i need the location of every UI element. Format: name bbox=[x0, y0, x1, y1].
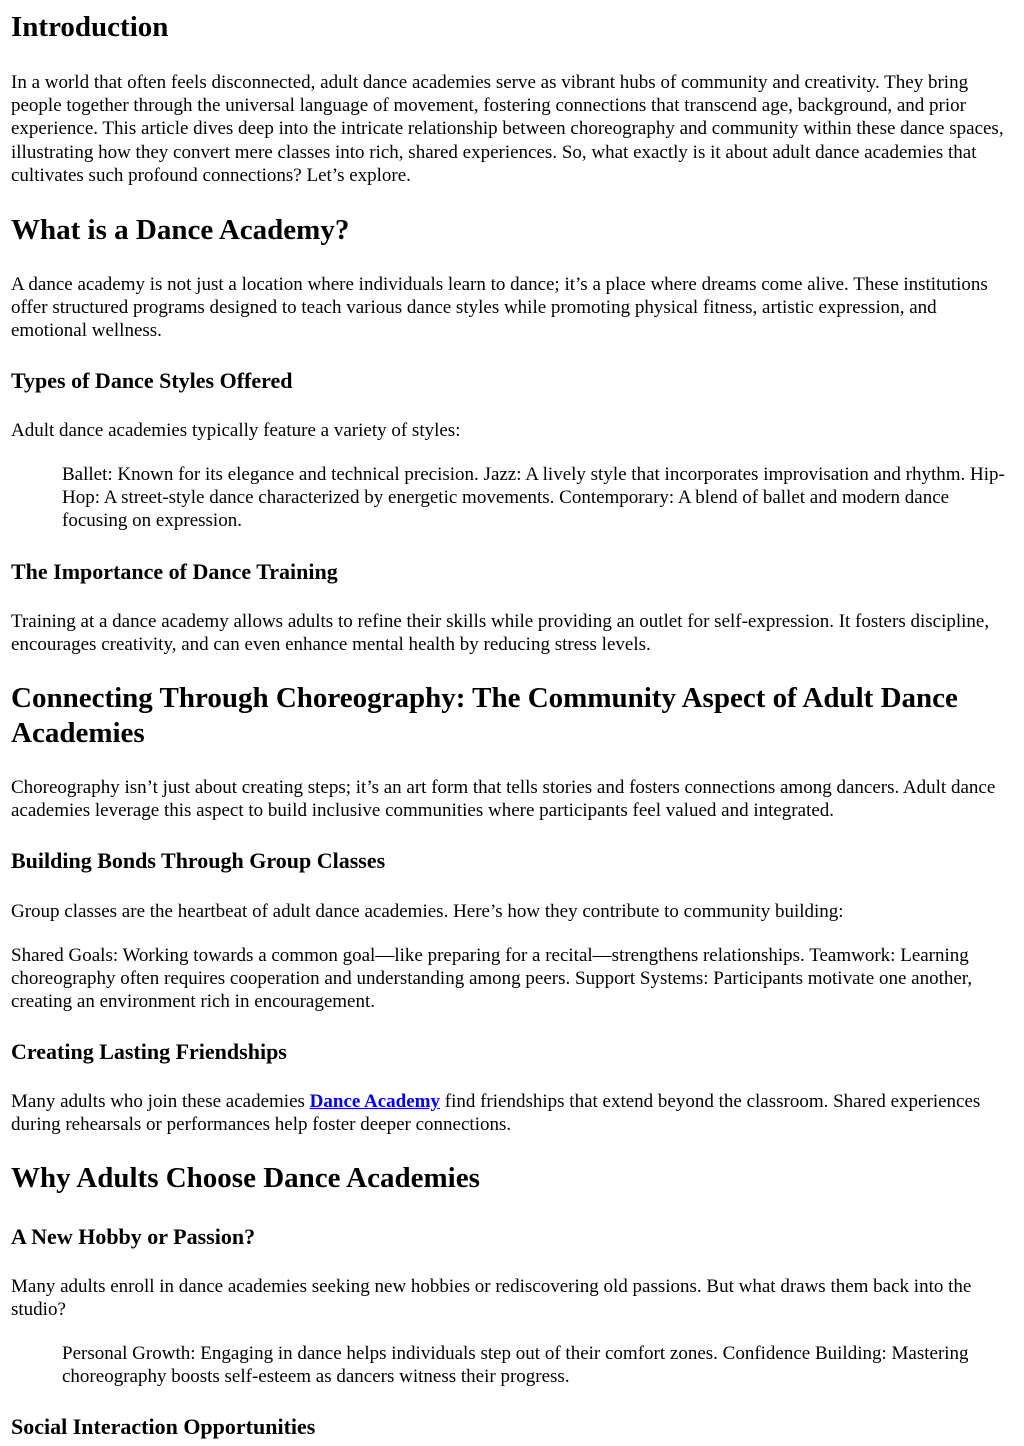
group-class-benefits-list: Shared Goals: Working towards a common goal—like preparing for a recital—strengthens relationships. Teamwork: Learning choreography often requires cooperation and understanding among peers. Support Systems: Participants motivate one another, creating an environment rich in encouragement. bbox=[11, 945, 973, 1013]
what-is-dance-academy-heading: What is a Dance Academy? bbox=[11, 214, 350, 246]
friendships-text-before-link: Many adults who join these academies bbox=[11, 1091, 310, 1112]
dance-academy-link[interactable]: Dance Academy bbox=[309, 1091, 440, 1112]
hobby-benefits-list: Personal Growth: Engaging in dance helps individuals step out of their comfort zones. Confidence Building: Mastering choreography boosts self-esteem as dancers witness their progress. bbox=[62, 1343, 969, 1388]
building-bonds-heading: Building Bonds Through Group Classes bbox=[11, 848, 386, 873]
building-bonds-paragraph: Group classes are the heartbeat of adult dance academies. Here’s how they contribute to community building: bbox=[11, 901, 844, 922]
new-hobby-paragraph: Many adults enroll in dance academies seeking new hobbies or rediscovering old passions. But what draws them back into the studio? bbox=[11, 1276, 972, 1321]
new-hobby-heading: A New Hobby or Passion? bbox=[11, 1224, 256, 1249]
friendships-text-after-link: find friendships that extend beyond the classroom. Shared experiences during rehearsals or performances help foster deeper connections. bbox=[11, 1091, 981, 1136]
importance-of-training-heading: The Importance of Dance Training bbox=[11, 559, 338, 584]
connecting-through-choreography-heading: Connecting Through Choreography: The Community Aspect of Adult Dance Academies bbox=[11, 682, 958, 749]
social-interaction-heading: Social Interaction Opportunities bbox=[11, 1414, 316, 1439]
importance-of-training-paragraph: Training at a dance academy allows adults to refine their skills while providing an outlet for self-expression. It fosters discipline, encourages creativity, and can even enhance mental health by reducing stress levels. bbox=[11, 611, 990, 656]
lasting-friendships-paragraph bbox=[11, 1090, 1014, 1136]
why-adults-choose-heading: Why Adults Choose Dance Academies bbox=[11, 1162, 480, 1194]
types-of-dance-styles-paragraph: Adult dance academies typically feature a variety of styles: bbox=[11, 420, 461, 441]
introduction-paragraph: In a world that often feels disconnected, adult dance academies serve as vibrant hubs of community and creativity. They bring people together through the universal language of movement, fostering connections that transcend age, background, and prior experience. This article dives deep into the intricate relationship between choreography and community within these dance spaces, illustrating how they convert mere classes into rich, shared experiences. So, what exactly is it about adult dance academies that cultivates such profound connections? Let’s explore. bbox=[11, 72, 1004, 186]
introduction-heading: Introduction bbox=[11, 11, 169, 43]
what-is-dance-academy-paragraph: A dance academy is not just a location where individuals learn to dance; it’s a place where dreams come alive. These institutions offer structured programs designed to teach various dance styles while promoting physical fitness, artistic expression, and emotional wellness. bbox=[11, 274, 988, 342]
dance-styles-list: Ballet: Known for its elegance and technical precision. Jazz: A lively style that incorporates improvisation and rhythm. Hip-Hop: A street-style dance characterized by energetic movements. Contemporary: A blend of ballet and modern dance focusing on expression. bbox=[62, 464, 1005, 532]
lasting-friendships-heading: Creating Lasting Friendships bbox=[11, 1039, 287, 1064]
connecting-through-choreography-paragraph: Choreography isn’t just about creating steps; it’s an art form that tells stories and fosters connections among dancers. Adult dance academies leverage this aspect to build inclusive communities where participants feel valued and integrated. bbox=[11, 777, 996, 822]
types-of-dance-styles-heading: Types of Dance Styles Offered bbox=[11, 368, 293, 393]
